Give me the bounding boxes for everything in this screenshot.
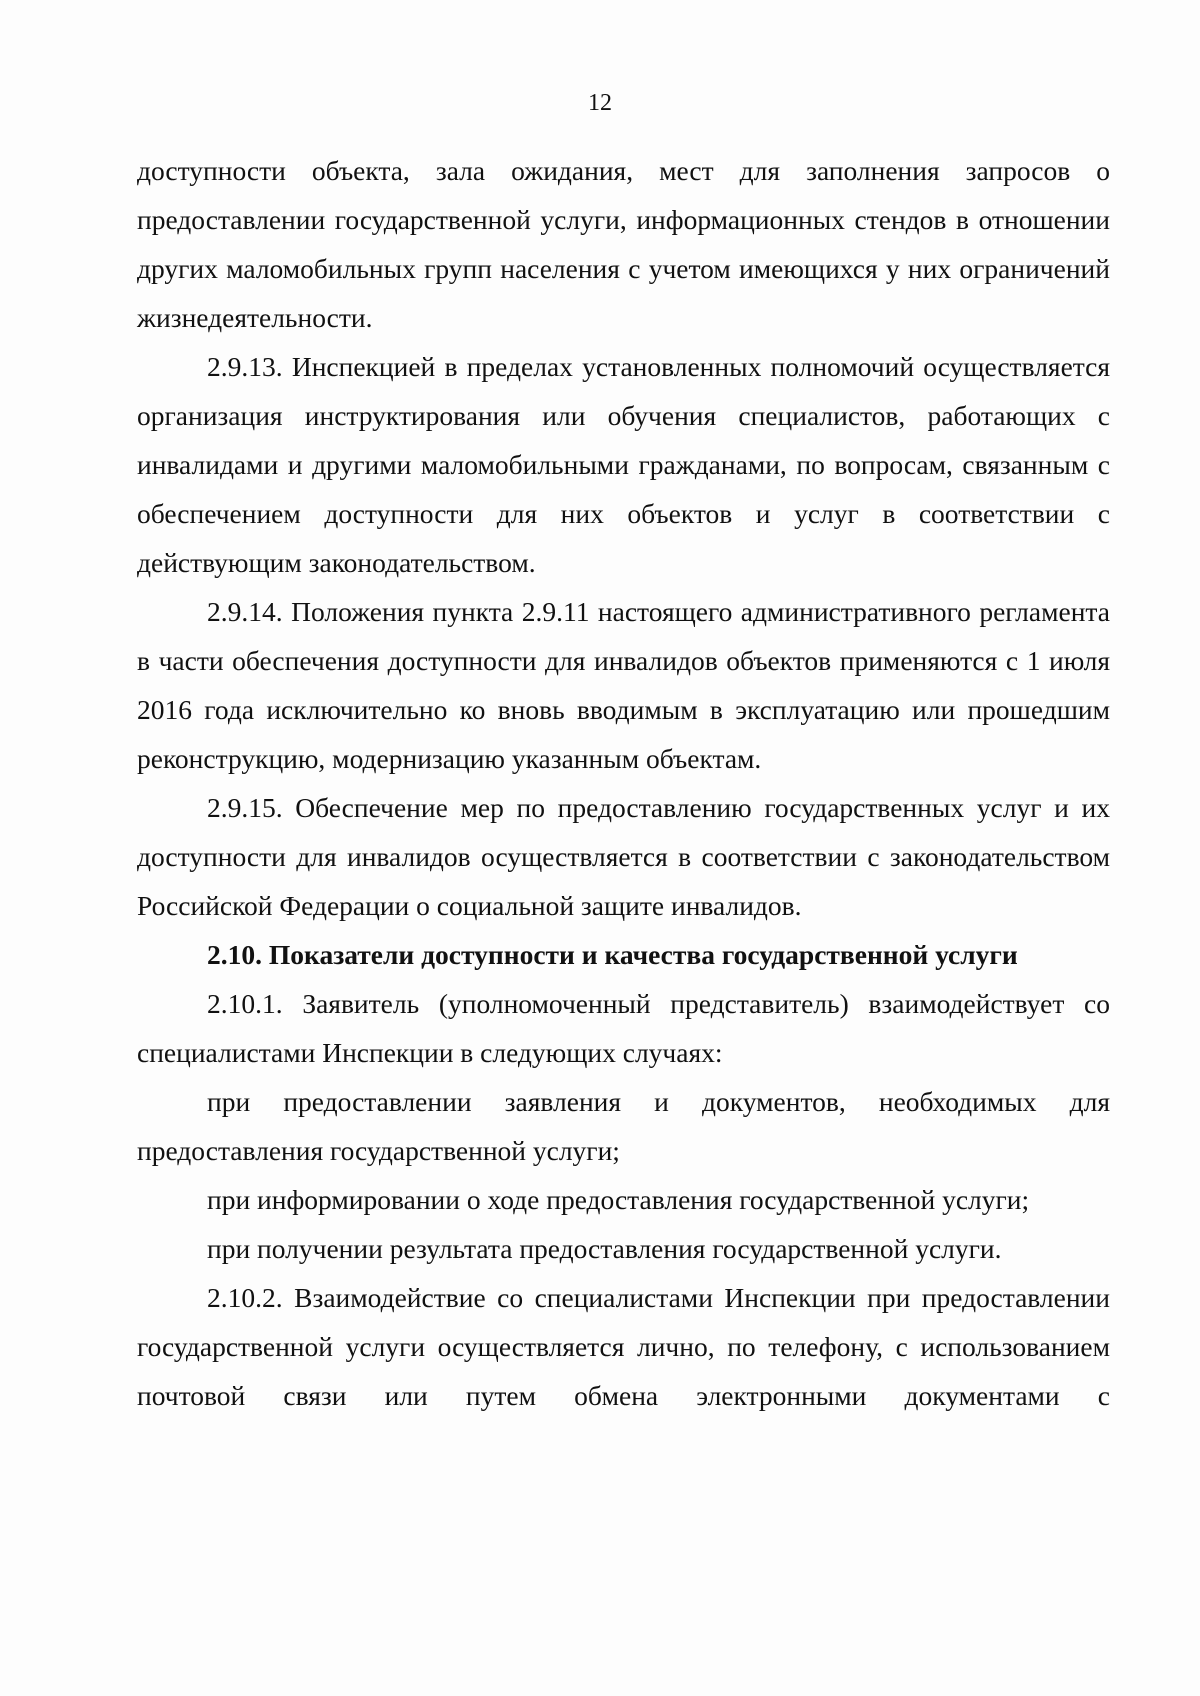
list-item-application: при предоставлении заявления и документов, необходимых для предоставления государственной услуги; <box>137 1086 1110 1166</box>
list-item-informing: при информировании о ходе предоставления государственной услуги; <box>207 1184 1030 1215</box>
paragraph-2-9-13: 2.9.13. Инспекцией в пределах установленных полномочий осуществляется организация инструктирования или обучения специалистов, работающих с инвалидами и другими маломобильными гражданами, по вопросам, связанным с обеспечением доступности для них объектов и услуг в соответствии с действующим законодательством. <box>137 351 1110 578</box>
section-heading-2-10: 2.10. Показатели доступности и качества государственной услуги <box>207 939 1018 970</box>
paragraph-continuation: доступности объекта, зала ожидания, мест для заполнения запросов о предоставлении государственной услуги, информационных стендов в отношении других маломобильных групп населения с учетом имеющихся у них ограничений жизнедеятельности. <box>137 155 1110 333</box>
paragraph-2-9-14: 2.9.14. Положения пункта 2.9.11 настоящего административного регламента в части обеспечения доступности для инвалидов объектов применяются с 1 июля 2016 года исключительно ко вновь вводимым в эксплуатацию или прошедшим реконструкцию, модернизацию указанным объектам. <box>137 596 1110 774</box>
document-body <box>137 146 1110 1420</box>
paragraph-2-10-2: 2.10.2. Взаимодействие со специалистами Инспекции при предоставлении государственной услуги осуществляется лично, по телефону, с использованием почтовой связи или путем обмена электронными документами с <box>137 1282 1110 1411</box>
paragraph-2-9-15: 2.9.15. Обеспечение мер по предоставлению государственных услуг и их доступности для инвалидов осуществляется в соответствии с законодательством Российской Федерации о социальной защите инвалидов. <box>137 792 1110 921</box>
list-item-result: при получении результата предоставления государственной услуги. <box>207 1233 1002 1264</box>
paragraph-2-10-1: 2.10.1. Заявитель (уполномоченный представитель) взаимодействует со специалистами Инспекции в следующих случаях: <box>137 988 1110 1068</box>
page-number: 12 <box>588 90 612 116</box>
